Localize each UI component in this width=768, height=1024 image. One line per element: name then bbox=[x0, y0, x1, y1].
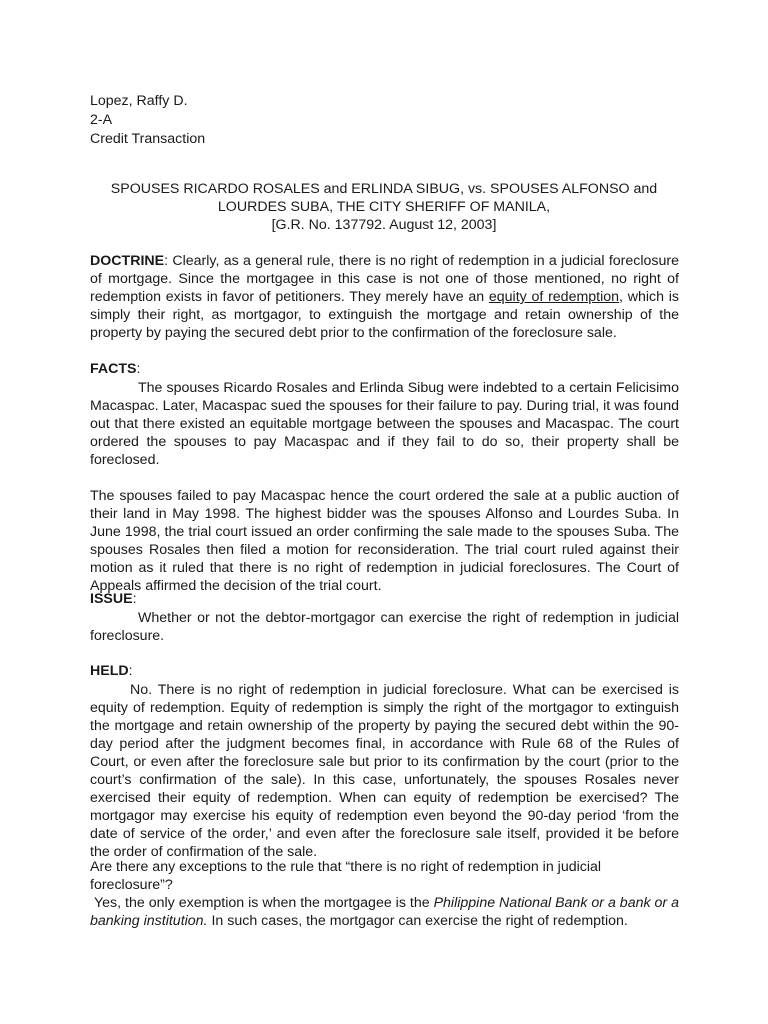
author-section: 2-A bbox=[90, 112, 113, 128]
held-section bbox=[90, 662, 679, 861]
answer-text-start: Yes, the only exemption is when the mortgagee is the bbox=[94, 895, 434, 911]
issue-heading: ISSUE bbox=[90, 591, 133, 607]
author-header bbox=[90, 92, 679, 148]
facts-colon: : bbox=[136, 361, 141, 377]
case-title-line-1: SPOUSES RICARDO ROSALES and ERLINDA SIBUG, vs. SPOUSES ALFONSO and bbox=[110, 181, 658, 197]
facts-paragraph-2: The spouses failed to pay Macaspac hence the court ordered the sale at a public auction of their land in May 1998. The highest bidder was the spouses Alfonso and Lourdes Suba. In June 1998, the trial court issued an order confirming the sale made to the spouses Suba. The spouses Rosales then filed a motion for reconsideration. The trial court ruled against their motion as it ruled that there is no right of redemption in judicial foreclosures. The Court of Appeals affirmed the decision of the trial court. bbox=[90, 488, 679, 594]
held-text: No. There is no right of redemption in judicial foreclosure. What can be exercised is equity of redemption. Equity of redemption is simply the right of the mortgagor to extinguish the mortgage and retain ownership of the property by paying the secured debt within the 90-day period after the judgment becomes final, in accordance with Rule 68 of the Rules of Court, or even after the foreclosure sale but prior to its confirmation by the court (prior to the court’s confirmation of the sale). In this case, unfortunately, the spouses Rosales never exercised their equity of redemption. When can equity of redemption be exercised? The mortgagor may exercise his equity of redemption even beyond the 90-day period ‘from the date of service of the order,’ and even after the foreclosure sale itself, provided it be before the order of confirmation of the sale. bbox=[90, 682, 679, 860]
held-heading: HELD bbox=[90, 663, 129, 679]
answer-text-end: In such cases, the mortgagor can exercise the right of redemption. bbox=[207, 913, 628, 929]
author-name: Lopez, Raffy D. bbox=[90, 93, 188, 109]
case-title bbox=[82, 180, 686, 234]
exceptions-answer bbox=[90, 894, 679, 930]
exceptions-question bbox=[90, 858, 679, 894]
question-text: Are there any exceptions to the rule that “there is no right of redemption in judicial foreclosure”? bbox=[90, 859, 602, 893]
issue-section bbox=[90, 590, 679, 645]
facts-heading-line bbox=[90, 360, 679, 378]
answer-bank-names: Philippine National Bank or a bank or a banking institution. bbox=[90, 895, 679, 929]
doctrine-text-start: : Clearly, as a general rule, there is no right of redemption in a judicial foreclosure of mortgage. Since the mortgagee in this case is not one of those mentioned, no right of redemption exists in favor of petitioners. They merely have an bbox=[90, 253, 679, 305]
doctrine-paragraph bbox=[90, 252, 679, 342]
subject-name: Credit Transaction bbox=[90, 131, 206, 147]
held-colon: : bbox=[128, 663, 133, 679]
held-heading-line bbox=[90, 662, 679, 680]
doctrine-text-end: , which is simply their right, as mortgagor, to extinguish the mortgage and retain ownership of the property by paying the secured debt prior to the confirmation of the foreclosure sale. bbox=[90, 289, 679, 341]
facts-heading: FACTS bbox=[90, 361, 137, 377]
facts-paragraph-1: The spouses Ricardo Rosales and Erlinda Sibug were indebted to a certain Felicisimo Macaspac. Later, Macaspac sued the spouses for their failure to pay. During trial, it was found out that there existed an equitable mortgage between the spouses and Macaspac. The court ordered the spouses to pay Macaspac and if they fail to do so, their property shall be foreclosed. bbox=[90, 380, 679, 468]
issue-colon: : bbox=[132, 591, 137, 607]
answer-paragraph bbox=[90, 894, 679, 930]
doctrine-section bbox=[90, 252, 679, 342]
issue-heading-line bbox=[90, 590, 679, 608]
equity-of-redemption-term: equity of redemption bbox=[488, 289, 620, 305]
case-citation: [G.R. No. 137792. August 12, 2003] bbox=[271, 217, 497, 233]
issue-text: Whether or not the debtor-mortgagor can exercise the right of redemption in judicial foreclosure. bbox=[90, 610, 679, 644]
facts-section bbox=[90, 360, 679, 595]
case-title-line-2: LOURDES SUBA, THE CITY SHERIFF OF MANILA, bbox=[217, 199, 551, 215]
doctrine-heading: DOCTRINE bbox=[90, 253, 165, 269]
